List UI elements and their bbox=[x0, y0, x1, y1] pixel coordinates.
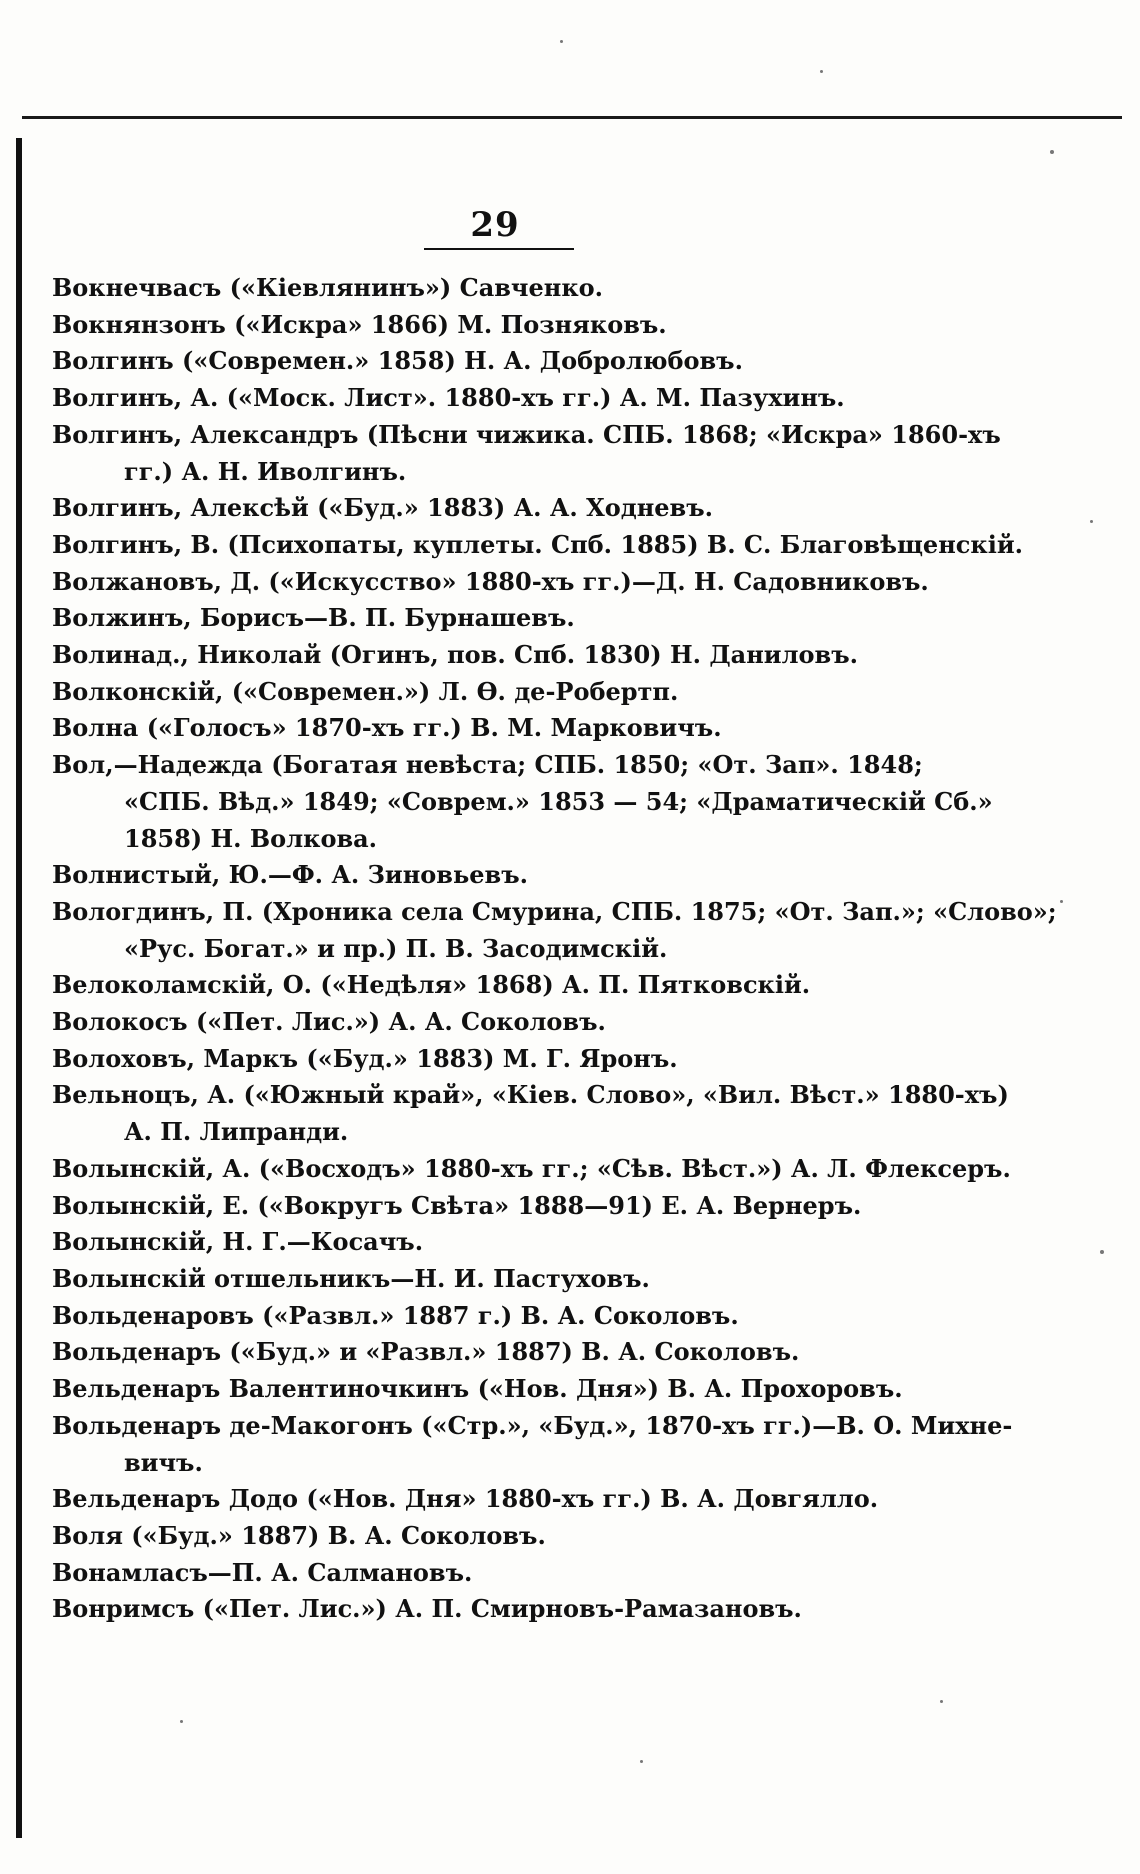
entry bbox=[52, 1188, 972, 1225]
entry-text: Вельноцъ, А. («Южный край», «Кіев. Слово», «Вил. Вѣст.» 1880-хъ) bbox=[52, 1080, 1009, 1110]
entry-text: Вельденаръ Додо («Нов. Дня» 1880-хъ гг.) В. А. Довгялло. bbox=[52, 1484, 879, 1514]
entry bbox=[52, 710, 972, 747]
entry-continuation: «СПБ. Вѣд.» 1849; «Соврем.» 1853 — 54; «Драматическій Сб.» bbox=[124, 786, 993, 816]
entry bbox=[52, 1077, 1009, 1150]
entry bbox=[52, 1261, 972, 1298]
entry-text: Вокнечвасъ («Кіевлянинъ») Савченко. bbox=[52, 273, 604, 302]
entry bbox=[52, 343, 972, 380]
entry-continuation: гг.) А. Н. Иволгинъ. bbox=[124, 456, 407, 486]
entry-text: Волжинъ, Борисъ—В. П. Бурнашевъ. bbox=[52, 603, 575, 633]
entry-text: Вологдинъ, П. (Хроника села Смурина, СПБ. 1875; «От. Зап.»; «Слово»; bbox=[52, 896, 1057, 926]
entry bbox=[52, 490, 972, 527]
scan-speck bbox=[1090, 520, 1093, 523]
entry-text: Вокнянзонъ («Искра» 1866) М. Позняковъ. bbox=[52, 309, 667, 339]
scan-speck bbox=[820, 70, 823, 73]
entry bbox=[52, 1591, 972, 1628]
entry-text: Воля («Буд.» 1887) В. А. Соколовъ. bbox=[52, 1520, 546, 1550]
entry-text: Вол,—Надежда (Богатая невѣста; СПБ. 1850; «От. Зап». 1848; bbox=[52, 750, 923, 780]
entry-text: Волгинъ, А. («Моск. Лист». 1880-хъ гг.) А. М. Пазухинъ. bbox=[52, 383, 845, 413]
entry-text: Волжановъ, Д. («Искусство» 1880-хъ гг.)—Д. Н. Садовниковъ. bbox=[52, 566, 929, 596]
entry bbox=[52, 1334, 972, 1371]
entry bbox=[52, 1371, 972, 1408]
entry-text: Волгинъ («Современ.» 1858) Н. А. Добролюбовъ. bbox=[52, 346, 743, 376]
entry bbox=[52, 1224, 972, 1261]
entry-text: Волынскій, А. («Восходъ» 1880-хъ гг.; «Сѣв. Вѣст.») А. Л. Флексеръ. bbox=[52, 1153, 1011, 1183]
scan-speck bbox=[940, 1700, 943, 1703]
scan-speck bbox=[640, 1760, 643, 1763]
entry-text: Вольденаровъ («Развл.» 1887 г.) В. А. Соколовъ. bbox=[52, 1300, 739, 1330]
entry bbox=[52, 1518, 972, 1555]
scan-speck bbox=[1060, 900, 1063, 903]
entry-text: Волконскій, («Современ.») Л. Ѳ. де-Робертп. bbox=[52, 676, 679, 706]
entry bbox=[52, 1408, 1013, 1481]
entry-text: Вонримсъ («Пет. Лис.») А. П. Смирновъ-Рамазановъ. bbox=[52, 1594, 802, 1624]
entry-text: Вонамласъ—П. А. Салмановъ. bbox=[52, 1557, 473, 1587]
entry bbox=[52, 894, 1057, 967]
entry-text: Волнистый, Ю.—Ф. А. Зиновьевъ. bbox=[52, 860, 528, 890]
entry bbox=[52, 600, 972, 637]
entry-text: Вельденаръ Валентиночкинъ («Нов. Дня») В. А. Прохоровъ. bbox=[52, 1374, 903, 1404]
entry bbox=[52, 637, 972, 674]
entry-text: Волокосъ («Пет. Лис.») А. А. Соколовъ. bbox=[52, 1007, 606, 1037]
entry-list bbox=[52, 270, 1057, 1628]
entry bbox=[52, 270, 972, 307]
entry-text: Волоховъ, Маркъ («Буд.» 1883) М. Г. Яронъ. bbox=[52, 1043, 678, 1073]
entry bbox=[52, 674, 972, 711]
entry bbox=[52, 307, 972, 344]
entry bbox=[52, 380, 972, 417]
entry bbox=[52, 1298, 972, 1335]
binding-edge bbox=[16, 138, 22, 1838]
entry bbox=[52, 417, 1001, 490]
page-number-rule bbox=[424, 248, 574, 250]
entry bbox=[52, 1041, 972, 1078]
entry-text: Волгинъ, В. (Психопаты, куплеты. Спб. 1885) В. С. Благовѣщенскій. bbox=[52, 529, 1023, 559]
scan-speck bbox=[560, 40, 563, 43]
entry bbox=[52, 747, 993, 857]
entry-text: Вольденаръ («Буд.» и «Развл.» 1887) В. А. Соколовъ. bbox=[52, 1337, 800, 1367]
entry-text: Волынскій отшельникъ—Н. И. Пастуховъ. bbox=[52, 1263, 650, 1293]
top-rule bbox=[22, 116, 1122, 119]
entry-continuation: «Рус. Богат.» и пр.) П. В. Засодимскій. bbox=[124, 933, 668, 963]
entry-text: Волна («Голосъ» 1870-хъ гг.) В. М. Марковичъ. bbox=[52, 713, 722, 743]
entry bbox=[52, 527, 1023, 564]
entry-text: Волгинъ, Алексѣй («Буд.» 1883) А. А. Ходневъ. bbox=[52, 493, 713, 523]
entry bbox=[52, 1151, 1011, 1188]
entry-text: Волинад., Николай (Огинъ, пов. Спб. 1830) Н. Даниловъ. bbox=[52, 640, 858, 670]
entry bbox=[52, 1004, 972, 1041]
entry-continuation: вичъ. bbox=[124, 1447, 203, 1477]
scan-speck bbox=[1100, 1250, 1104, 1254]
entry-text: Велоколамскій, О. («Недѣля» 1868) А. П. Пятковскій. bbox=[52, 970, 811, 1000]
page-number: 29 bbox=[470, 205, 520, 245]
entry bbox=[52, 1555, 972, 1592]
scan-speck bbox=[1050, 150, 1054, 154]
entry bbox=[52, 1481, 972, 1518]
scan-speck bbox=[180, 1720, 183, 1723]
entry-continuation: А. П. Липранди. bbox=[124, 1117, 349, 1147]
entry-text: Волынскій, Н. Г.—Косачъ. bbox=[52, 1227, 424, 1257]
entry-continuation: 1858) Н. Волкова. bbox=[124, 823, 378, 853]
entry-text: Волынскій, Е. («Вокругъ Свѣта» 1888—91) Е. А. Вернеръ. bbox=[52, 1190, 862, 1220]
entry bbox=[52, 967, 972, 1004]
entry bbox=[52, 857, 972, 894]
entry bbox=[52, 564, 972, 601]
entry-text: Волгинъ, Александръ (Пѣсни чижика. СПБ. 1868; «Искра» 1860-хъ bbox=[52, 419, 1001, 449]
entry-text: Вольденаръ де-Макогонъ («Стр.», «Буд.», 1870-хъ гг.)—В. О. Михне- bbox=[52, 1410, 1013, 1440]
